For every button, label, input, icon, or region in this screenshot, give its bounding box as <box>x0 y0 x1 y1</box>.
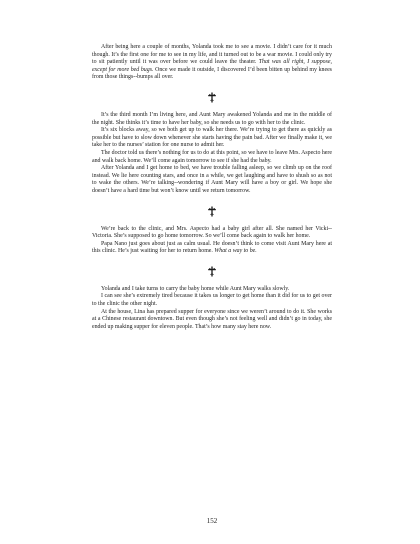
text-section <box>92 286 332 332</box>
text-section <box>92 44 332 82</box>
italic-text: What a way to be. <box>214 248 257 255</box>
page-number: 152 <box>206 517 218 525</box>
paragraph <box>92 112 332 127</box>
text-run: It’s the third month I’m living here, and Aunt Mary awakened Yolanda and me in the middle of the night. She thinks it’s time to have her baby, so she needs us to go with her to the clinic. <box>92 111 332 126</box>
text-section <box>92 112 332 196</box>
text-run: The doctor told us there’s nothing for us to do at this point, so we have to leave Mrs. Aspecto here and walk back home. We’ll come again tomorrow to see if she had the baby. <box>92 149 332 164</box>
paragraph <box>92 226 332 241</box>
page-body <box>92 44 332 331</box>
paragraph <box>92 44 332 82</box>
dagger-ornament-icon <box>207 206 217 217</box>
text-run: After Yolanda and I get home to bed, we have trouble falling asleep, so we climb up on the roof instead. We lie here counting stars, and once in a while, we get laughing and have to shush so as not to wake the others. We’re talking--wondering if Aunt Mary will have a boy or girl. We hope she doesn’t have a hard time but won’t know until we return tomorrow. <box>92 165 332 194</box>
section-divider <box>92 88 332 108</box>
text-run: I can see she’s extremely tired because it takes us longer to get home than it did for us to get over to the clinic the other night. <box>92 293 332 308</box>
dagger-ornament-icon <box>207 92 217 103</box>
paragraph <box>92 241 332 256</box>
paragraph <box>92 293 332 308</box>
text-run: Papa Nano just goes about just as calm usual. He doesn’t think to come visit Aunt Mary here at this clinic. He’s just waiting for her to return home. <box>92 240 332 255</box>
text-run: At the house, Lina has prepared supper for everyone since we weren’t around to do it. She works at a Chinese restaurant downtown. But even though she’s not feeling well and didn’t go in today, she ended up making supper for eleven people. That’s how many stay here now. <box>92 308 332 330</box>
section-divider <box>92 262 332 282</box>
text-run: It’s six blocks away, so we both get up to walk her there. We’re trying to get there as quickly as possible but have to slow down whenever she starts having the pain bad. After we finally make it, we take her to the nurses’ station for one nurse to admit her. <box>92 127 332 149</box>
text-run: Yolanda and I take turns to carry the baby home while Aunt Mary walks slowly. <box>101 285 290 292</box>
paragraph <box>92 165 332 195</box>
text-run: After being here a couple of months, Yolanda took me to see a movie. I didn’t care for it much though. It’s the first one for me to see in my life, and it turned out to be a war movie. I could only try to sit patiently until it was over before we could leave the theater. <box>92 44 332 66</box>
text-run: Once we made it outside, I discovered I’d been bitten up behind my knees from those things--bumps all over. <box>92 66 332 81</box>
paragraph <box>92 127 332 150</box>
section-divider <box>92 202 332 222</box>
paragraph <box>92 150 332 165</box>
italic-text: That was all right, I suppose, except for more bed bugs. <box>92 59 332 73</box>
book-page <box>92 44 332 525</box>
text-section <box>92 226 332 256</box>
dagger-ornament-icon <box>207 266 217 277</box>
text-run: We’re back to the clinic, and Mrs. Aspecto had a baby girl after all. She named her Vicki--Victoria. She’s supposed to go home tomorrow. So we’ll come back again to walk her home. <box>92 225 332 240</box>
paragraph <box>92 309 332 332</box>
